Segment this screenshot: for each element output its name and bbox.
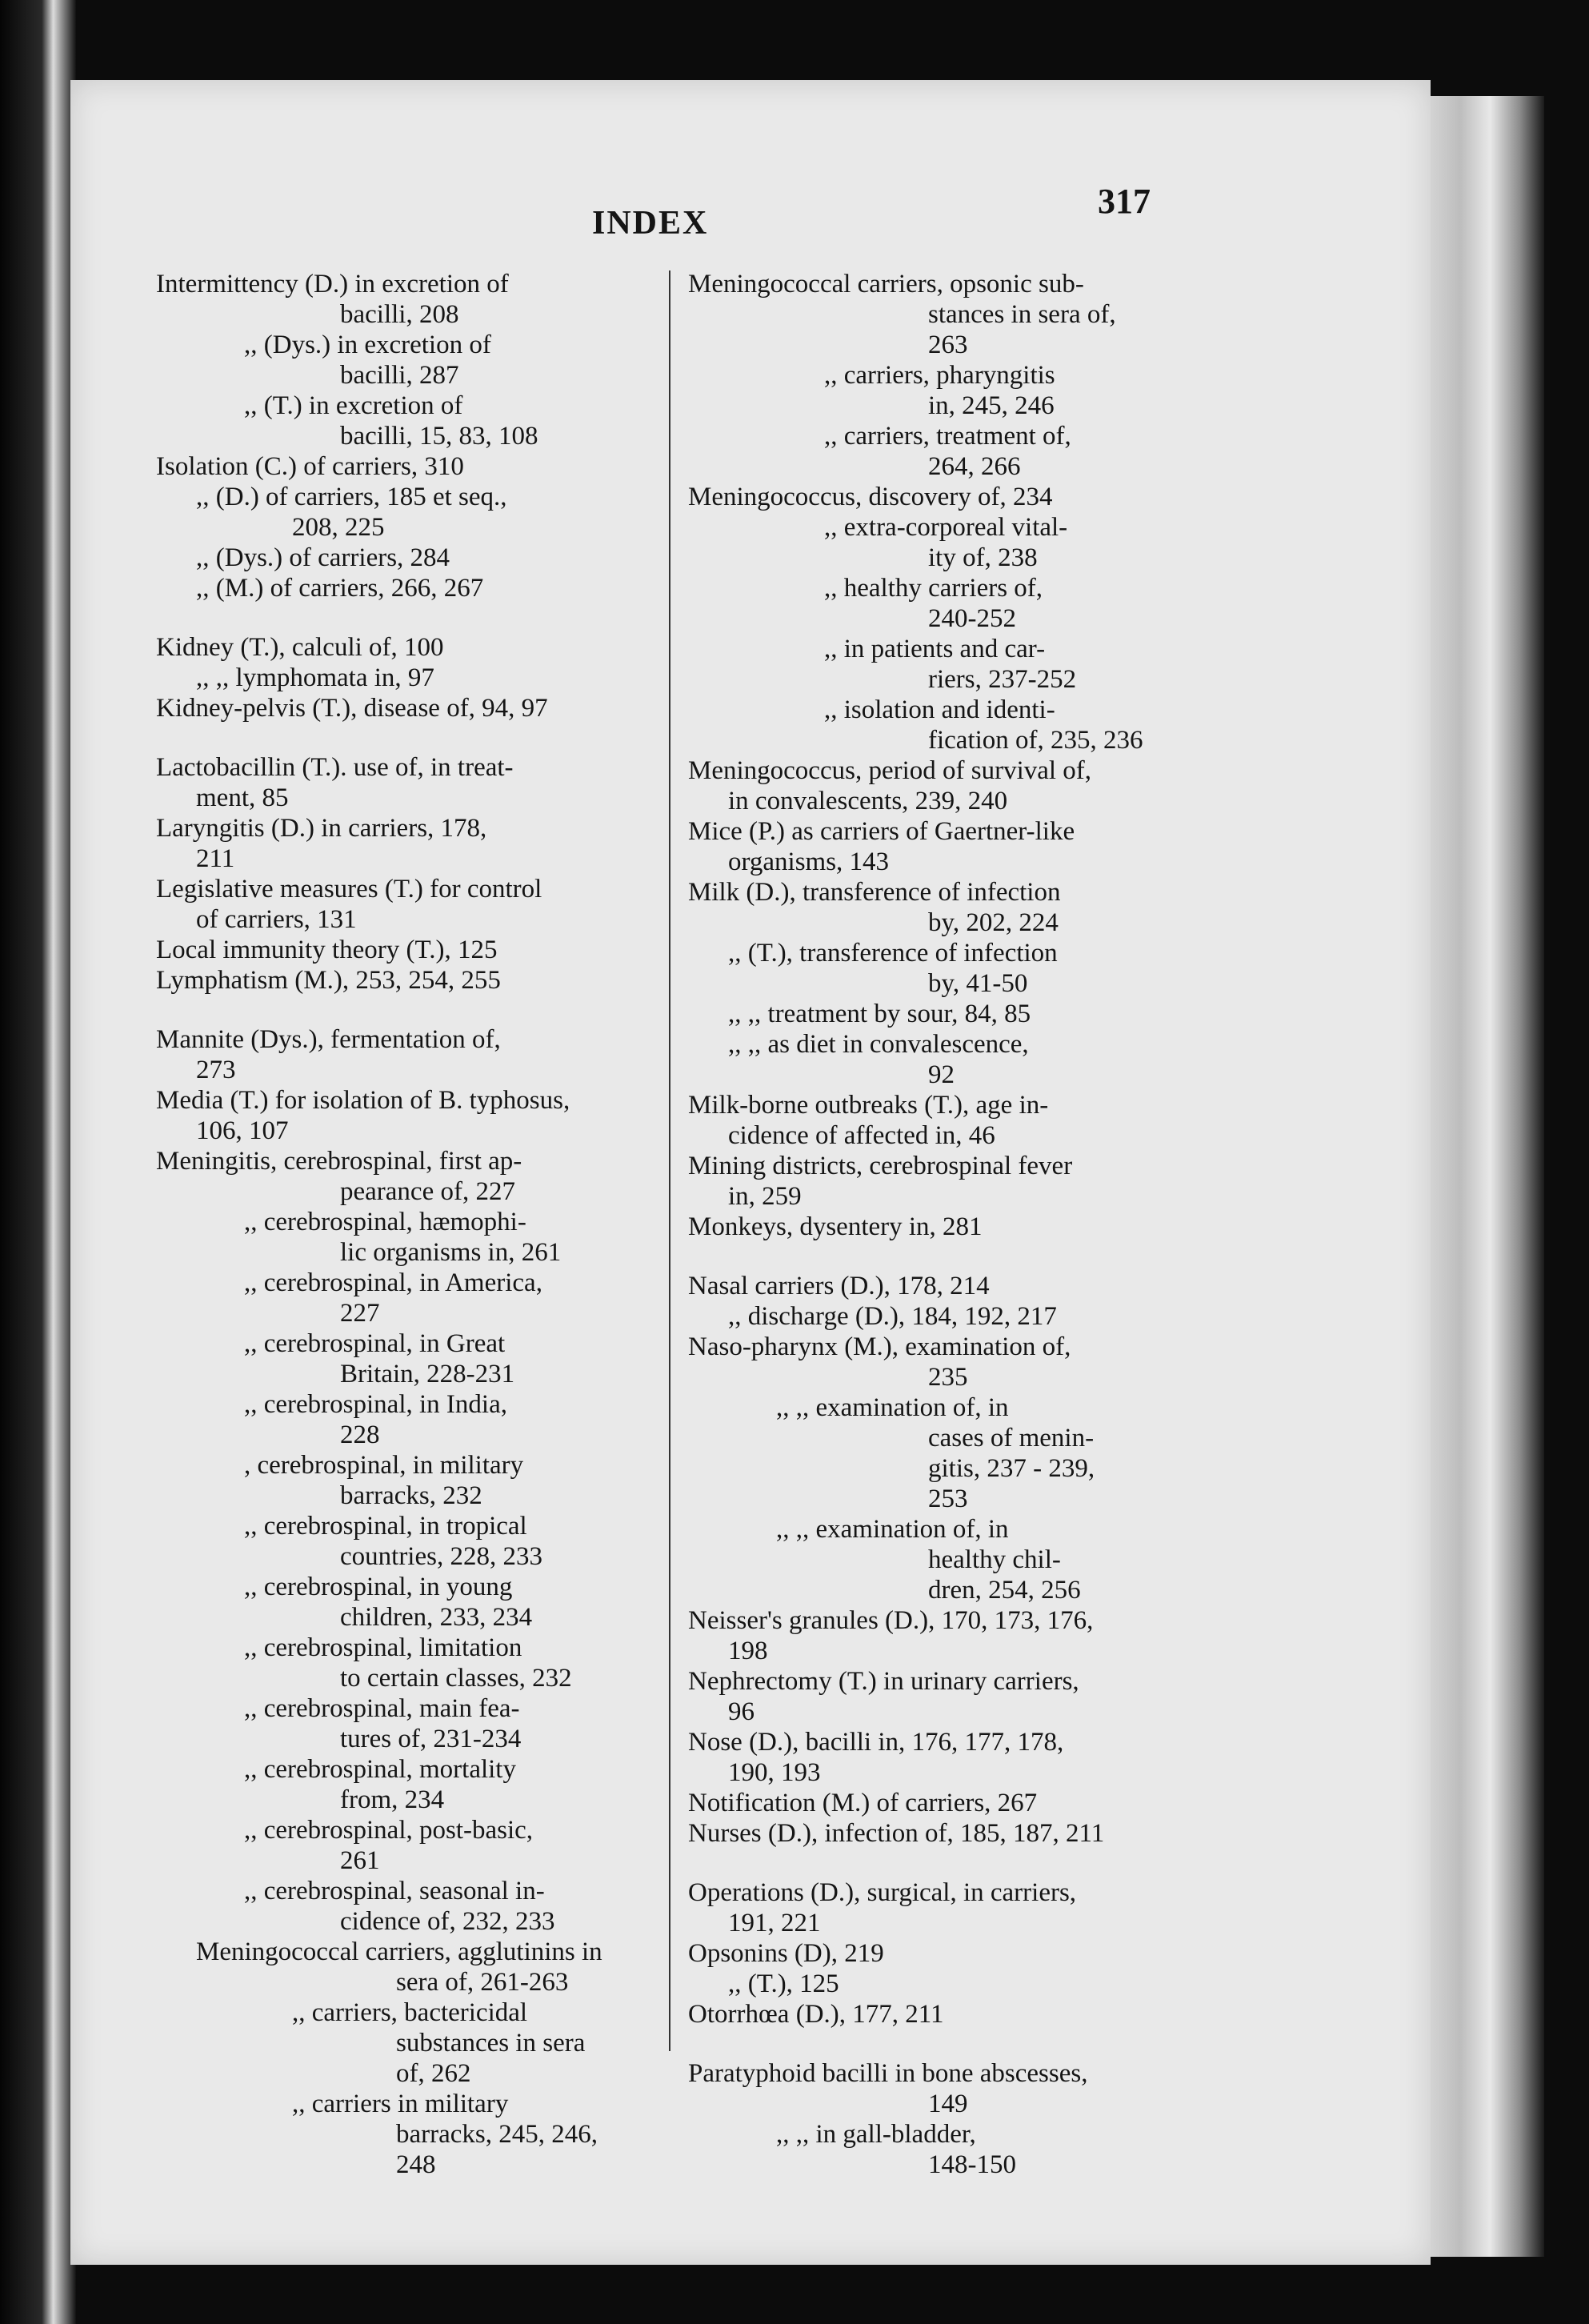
index-entry-line: ,, cerebrospinal, in young bbox=[244, 1573, 513, 1601]
index-entry-line: 106, 107 bbox=[196, 1116, 289, 1145]
index-entry-line: , cerebrospinal, in military bbox=[244, 1451, 524, 1480]
index-entry-line: in, 259 bbox=[728, 1182, 802, 1211]
index-entry-line: cidence of, 232, 233 bbox=[340, 1907, 555, 1936]
index-entry-line: by, 41-50 bbox=[928, 969, 1028, 998]
index-entry-line: Intermittency (D.) in excretion of bbox=[156, 270, 509, 299]
section-gap bbox=[156, 996, 644, 1024]
index-entry-line: ,, cerebrospinal, in America, bbox=[244, 1268, 542, 1297]
index-entry-line: cidence of affected in, 46 bbox=[728, 1121, 995, 1150]
index-entry-line: 263 bbox=[928, 331, 968, 359]
index-entry-line: ,, cerebrospinal, main fea- bbox=[244, 1694, 520, 1723]
index-entry-line: ,, (Dys.) of carriers, 284 bbox=[196, 543, 450, 572]
index-entry-line: stances in sera of, bbox=[928, 300, 1116, 329]
index-entry-line: 253 bbox=[928, 1485, 968, 1513]
index-entry-line: ,, in patients and car- bbox=[824, 635, 1046, 663]
index-entry-line: 148-150 bbox=[928, 2150, 1016, 2179]
index-entry-line: Opsonins (D), 219 bbox=[688, 1939, 884, 1968]
index-entry-line: barracks, 245, 246, bbox=[396, 2120, 598, 2149]
index-entry-line: 208, 225 bbox=[292, 513, 385, 542]
section-gap bbox=[156, 603, 644, 632]
index-entry-line: ,, carriers, treatment of, bbox=[824, 422, 1071, 451]
index-entry-line: bacilli, 208 bbox=[340, 300, 459, 329]
index-entry-line: tures of, 231-234 bbox=[340, 1725, 522, 1753]
index-entry-line: Notification (M.) of carriers, 267 bbox=[688, 1789, 1038, 1817]
index-entry-line: ,, cerebrospinal, limitation bbox=[244, 1633, 522, 1662]
section-gap bbox=[688, 1849, 1200, 1877]
index-entry-line: healthy chil- bbox=[928, 1545, 1061, 1574]
index-entry-line: of, 262 bbox=[396, 2059, 471, 2088]
index-entry-line: Media (T.) for isolation of B. typhosus, bbox=[156, 1086, 570, 1115]
index-entry-line: Nurses (D.), infection of, 185, 187, 211 bbox=[688, 1819, 1105, 1848]
index-entry-line: children, 233, 234 bbox=[340, 1603, 533, 1632]
index-entry-line: ,, healthy carriers of, bbox=[824, 574, 1043, 603]
column-divider bbox=[669, 270, 670, 2051]
page-stack-edge bbox=[1424, 96, 1544, 2257]
index-entry-line: ,, (T.), 125 bbox=[728, 1969, 839, 1998]
index-entry-line: substances in sera bbox=[396, 2029, 586, 2058]
index-entry-line: lic organisms in, 261 bbox=[340, 1238, 562, 1267]
index-entry-line: Nose (D.), bacilli in, 176, 177, 178, bbox=[688, 1728, 1064, 1757]
index-entry-line: ,, carriers in military bbox=[292, 2090, 509, 2118]
index-entry-line: Lactobacillin (T.). use of, in treat- bbox=[156, 753, 514, 782]
index-entry-line: Meningococcus, period of survival of, bbox=[688, 756, 1092, 785]
index-entry-line: ,, isolation and identi- bbox=[824, 695, 1055, 724]
index-entry-line: Isolation (C.) of carriers, 310 bbox=[156, 452, 464, 481]
index-entry-line: Milk (D.), transference of infection bbox=[688, 878, 1061, 907]
index-entry-line: Naso-pharynx (M.), examination of, bbox=[688, 1332, 1071, 1361]
index-entry-line: ,, discharge (D.), 184, 192, 217 bbox=[728, 1302, 1057, 1331]
index-entry-line: 240-252 bbox=[928, 604, 1016, 633]
index-entry-line: 96 bbox=[728, 1697, 754, 1726]
index-entry-line: 198 bbox=[728, 1637, 768, 1665]
index-entry-line: pearance of, 227 bbox=[340, 1177, 515, 1206]
index-entry-line: in convalescents, 239, 240 bbox=[728, 787, 1008, 815]
index-entry-line: ,, ,, as diet in convalescence, bbox=[728, 1030, 1029, 1059]
index-entry-line: Nasal carriers (D.), 178, 214 bbox=[688, 1272, 990, 1300]
index-entry-line: ,, cerebrospinal, hæmophi- bbox=[244, 1208, 526, 1236]
index-entry-line: ,, cerebrospinal, mortality bbox=[244, 1755, 516, 1784]
index-entry-line: Neisser's granules (D.), 170, 173, 176, bbox=[688, 1606, 1094, 1635]
index-entry-line: ,, ,, in gall-bladder, bbox=[776, 2120, 976, 2149]
index-entry-line: 190, 193 bbox=[728, 1758, 821, 1787]
index-entry-line: organisms, 143 bbox=[728, 847, 890, 876]
index-entry-line: ,, (T.) in excretion of bbox=[244, 391, 463, 420]
index-entry-line: bacilli, 287 bbox=[340, 361, 459, 390]
index-entry-line: cases of menin- bbox=[928, 1424, 1095, 1452]
section-gap bbox=[688, 1242, 1200, 1271]
index-entry-line: Lymphatism (M.), 253, 254, 255 bbox=[156, 966, 501, 995]
index-entry-line: Milk-borne outbreaks (T.), age in- bbox=[688, 1091, 1049, 1120]
index-entry-line: 228 bbox=[340, 1420, 380, 1449]
index-entry-line: ,, (Dys.) in excretion of bbox=[244, 331, 491, 359]
index-entry-line: dren, 254, 256 bbox=[928, 1576, 1081, 1605]
index-entry-line: 235 bbox=[928, 1363, 968, 1392]
index-entry-line: Paratyphoid bacilli in bone abscesses, bbox=[688, 2059, 1088, 2088]
index-entry-line: ,, cerebrospinal, in India, bbox=[244, 1390, 507, 1419]
index-entry-line: ,, extra-corporeal vital- bbox=[824, 513, 1068, 542]
index-entry-line: sera of, 261-263 bbox=[396, 1968, 569, 1997]
index-entry-line: Mining districts, cerebrospinal fever bbox=[688, 1152, 1073, 1180]
index-entry-line: ,, (T.), transference of infection bbox=[728, 939, 1058, 968]
index-entry-line: Mannite (Dys.), fermentation of, bbox=[156, 1025, 501, 1054]
index-entry-line: ,, (M.) of carriers, 266, 267 bbox=[196, 574, 484, 603]
index-entry-line: ,, cerebrospinal, in tropical bbox=[244, 1512, 527, 1541]
index-entry-line: Otorrhœa (D.), 177, 211 bbox=[688, 2000, 944, 2029]
index-entry-line: ,, carriers, pharyngitis bbox=[824, 361, 1055, 390]
index-entry-line: Laryngitis (D.) in carriers, 178, bbox=[156, 814, 487, 843]
index-entry-line: to certain classes, 232 bbox=[340, 1664, 572, 1693]
index-entry-line: Mice (P.) as carriers of Gaertner-like bbox=[688, 817, 1075, 846]
index-entry-line: ,, ,, treatment by sour, 84, 85 bbox=[728, 1000, 1031, 1028]
index-entry-line: 191, 221 bbox=[728, 1909, 821, 1937]
index-entry-line: 92 bbox=[928, 1060, 955, 1089]
index-entry-line: ,, cerebrospinal, in Great bbox=[244, 1329, 506, 1358]
index-entry-line: countries, 228, 233 bbox=[340, 1542, 542, 1571]
index-entry-line: Local immunity theory (T.), 125 bbox=[156, 936, 498, 964]
index-entry-line: 227 bbox=[340, 1299, 380, 1328]
page-number: 317 bbox=[1098, 182, 1151, 221]
index-entry-line: ,, ,, examination of, in bbox=[776, 1515, 1009, 1544]
index-entry-line: Legislative measures (T.) for control bbox=[156, 875, 542, 904]
index-entry-line: 261 bbox=[340, 1846, 380, 1875]
index-entry-line: Operations (D.), surgical, in carriers, bbox=[688, 1878, 1077, 1907]
index-entry-line: ity of, 238 bbox=[928, 543, 1038, 572]
index-entry-line: in, 245, 246 bbox=[928, 391, 1055, 420]
index-entry-line: ment, 85 bbox=[196, 783, 289, 812]
index-entry-line: ,, ,, lymphomata in, 97 bbox=[196, 663, 434, 692]
index-column-right bbox=[688, 269, 1200, 2180]
index-entry-line: Nephrectomy (T.) in urinary carriers, bbox=[688, 1667, 1079, 1696]
index-entry-line: Britain, 228-231 bbox=[340, 1360, 515, 1388]
index-entry-line: gitis, 237 - 239, bbox=[928, 1454, 1095, 1483]
index-entry-line: Meningitis, cerebrospinal, first ap- bbox=[156, 1147, 522, 1176]
index-entry-line: Meningococcus, discovery of, 234 bbox=[688, 483, 1053, 511]
index-entry-line: riers, 237-252 bbox=[928, 665, 1077, 694]
index-entry-line: from, 234 bbox=[340, 1785, 445, 1814]
index-entry-line: ,, cerebrospinal, seasonal in- bbox=[244, 1877, 545, 1905]
index-entry-line: ,, cerebrospinal, post-basic, bbox=[244, 1816, 534, 1845]
index-column-left bbox=[156, 269, 644, 2180]
index-entry-line: Kidney (T.), calculi of, 100 bbox=[156, 633, 444, 662]
index-entry-line: fication of, 235, 236 bbox=[928, 726, 1143, 755]
index-entry-line: 264, 266 bbox=[928, 452, 1021, 481]
index-entry-line: 248 bbox=[396, 2150, 436, 2179]
index-entry-line: Meningococcal carriers, agglutinins in bbox=[196, 1937, 602, 1966]
index-entry-line: bacilli, 15, 83, 108 bbox=[340, 422, 538, 451]
index-entry-line: 149 bbox=[928, 2090, 968, 2118]
index-entry-line: barracks, 232 bbox=[340, 1481, 482, 1510]
index-entry-line: ,, (D.) of carriers, 185 et seq., bbox=[196, 483, 507, 511]
index-entry-line: Monkeys, dysentery in, 281 bbox=[688, 1212, 983, 1241]
index-entry-line: ,, ,, examination of, in bbox=[776, 1393, 1009, 1422]
section-gap bbox=[156, 723, 644, 752]
index-entry-line: ,, carriers, bactericidal bbox=[292, 1998, 528, 2027]
index-entry-line: of carriers, 131 bbox=[196, 905, 357, 934]
page-title: INDEX bbox=[592, 205, 709, 242]
index-entry-line: Meningococcal carriers, opsonic sub- bbox=[688, 270, 1084, 299]
index-entry-line: 273 bbox=[196, 1056, 236, 1084]
book-binding-strip bbox=[0, 0, 76, 2324]
index-entry-line: 211 bbox=[196, 844, 235, 873]
index-entry-line: Kidney-pelvis (T.), disease of, 94, 97 bbox=[156, 694, 548, 723]
index-entry-line: by, 202, 224 bbox=[928, 908, 1059, 937]
section-gap bbox=[688, 2029, 1200, 2058]
